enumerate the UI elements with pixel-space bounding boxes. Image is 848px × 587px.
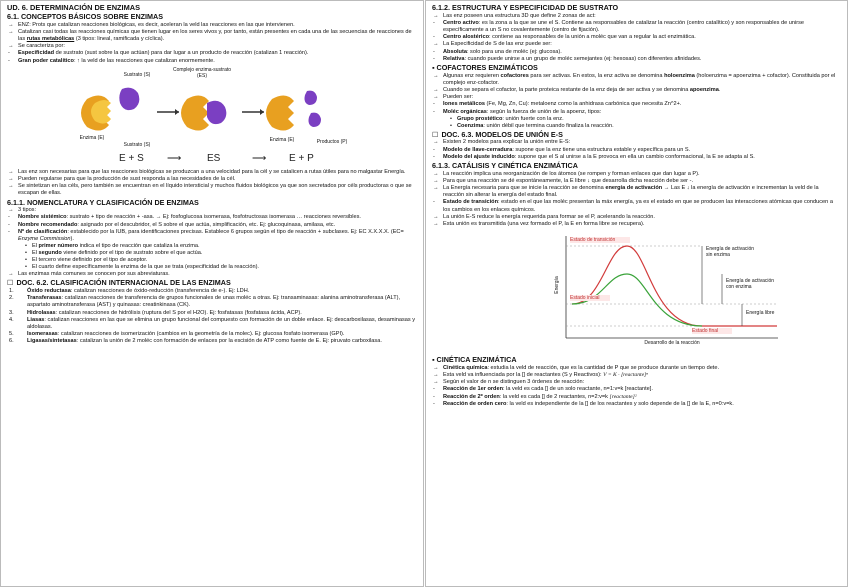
list-item: → Cinética química: estudia la veld de reacción, que es la cantidad de P que se produce durante un tiempo dete. <box>433 364 720 371</box>
list-item: - Nombre sistémico: sustrato + tipo de reacción + -asa. → Ej: fosfoglucosa isomerasa, fosfotructosas isomerasa … reacciones reversibles. <box>8 214 361 221</box>
list-item: 6. Ligasas/sintetasas: catalizan la unión de 2 moléc con formación de enlaces por la escisión de ATP como fuente de E. Ej: piruvato carboxilasa. <box>9 338 382 345</box>
list-item: - Estado de transición: estado en el que las moléc presentan la máx energía, ya es el estado en que se producen las interacciones atómicas que conducen a los cambios en los enlaces químicos. <box>433 199 833 213</box>
products-label: Productos (P) <box>316 138 348 145</box>
list-item: → Esta unión es transmitida (una vez formado el P, la E en forma libre se recupera). <box>433 221 645 228</box>
list-item: → Pueden regularse para que la producción de sust responda a las necesidades de la cél. <box>8 176 236 183</box>
complex-label: Complejo enzima-sustrato (ES) <box>172 66 232 79</box>
final-state-label: Estado final <box>692 328 732 334</box>
section-catalysis: 6.1.3. CATÁLISIS Y CINÉTICA ENZIMÁTICA <box>432 161 578 171</box>
list-item: 1. Óxido reductasa: catalizan reacciones de óxido-reducción (transferencia de e-). Ej: LDH. <box>9 288 250 295</box>
list-item: - Centro alostérico: contiene aa responsables de la unión a moléc que van a regular la act enzimática. <box>433 34 696 41</box>
list-item: → La Especificidad de S de las enz puede ser: <box>433 41 552 48</box>
arrow-head-icon <box>260 109 264 115</box>
section-international-classification: ☐ DOC. 6.2. CLASIFICACIÓN INTERNACIONAL DE LAS ENZIMAS <box>7 279 417 288</box>
enzyme-diagram-illustration <box>67 67 367 167</box>
list-item: - Iones metálicos (Fe, Mg, Zn, Cu): metaloenz como la anhidrasa carbónica que necesita Zn^2+. <box>433 101 682 108</box>
equation-es: ES <box>207 152 221 164</box>
list-item: - Modelo de llave-cerradura: supone que la enz tiene una estructura estable y específica para un S. <box>433 146 691 153</box>
list-item: - Reacción de 1er orden: la veld es cada [] de un solo reactante, n=1:v=k [reactante]. <box>433 386 653 393</box>
equation-arrow-2: ⟶ <box>252 152 267 164</box>
list-item: → Cuando se separa el cofactor, la parte proteica restante de la enz deja de ser activa y se denomina apoenzima. <box>433 87 721 94</box>
bullet-square-icon: ▪ <box>432 63 437 73</box>
list-item: • El primer número indica el tipo de reacción que cataliza la enzima. <box>25 243 417 250</box>
list-item: • Grupo prostético: unión fuerte con la enz. <box>450 116 841 123</box>
enzyme-shape <box>181 95 209 130</box>
x-axis-label: Desarrollo de la reacción <box>644 340 700 347</box>
right-column <box>425 0 848 587</box>
list-item: → Se caracteriza por: <box>8 43 65 50</box>
list-item: - Centro activo: es la zona a la que se une el S. Contiene aa responsables de catalizar la reacción (centro catalítico) y son responsables de unirse específicamente a un S no covalentemente (centro de fijación). <box>433 19 804 33</box>
enzyme-label: Enzima (E) <box>79 134 105 141</box>
list-item: → Algunas enz requieren cofactores para ser activas. En estos, la enz activa se denomina holoenzima (holoenzima = apoenzima + cofactor). Constituida por el complejo enz-cofactor. <box>433 72 836 86</box>
list-item: - Absoluta: solo para una de moléc (ej: glucosa). <box>433 48 562 55</box>
equation-arrow-1: ⟶ <box>167 152 182 164</box>
section-kinetics: ▪ CINÉTICA ENZIMÁTICA <box>432 355 517 365</box>
equation-e-plus-s: E + S <box>119 152 144 164</box>
arrow-head-icon <box>175 109 179 115</box>
list-item: - Reacción de 2º orden: la veld es cada [] de 2 reactantes, n=2:v=k [reactante]² <box>433 393 637 400</box>
substrate-shape <box>119 87 139 109</box>
list-item: → La Energía necesaria para que se inicie la reacción se denomina energía de activación → Las E ↓ la energía de activación e incrementan la veld de la reacción sin alterar la energía del estado final. <box>433 185 819 199</box>
list-item: • El tercero viene definido por el tipo de aceptor. <box>25 257 417 264</box>
initial-state-label: Estado inicial <box>570 295 610 301</box>
list-item: → Catalizan casi todas las reacciones químicas que tienen lugar en los seres vivos y, por tanto, están presentes en cada una de las secuencias de reacciones de las rutas metabólicas (3 tipos: lineal, ramificada y cíclica). <box>8 28 412 42</box>
list-item: 2. Transferasas: catalizan reacciones de transferencia de grupos funcionales de unas moléc a otras. Ej: transaminasas: alanina aminotransferasa (ALT), aspartato aminotransferasa (AST) y quinasas: creatinkinasa (CK). <box>9 295 401 309</box>
list-item: • El cuarto define específicamente la enzima de la que se trata (especificidad de la reacción). <box>25 264 417 271</box>
list-item: → Pueden ser: <box>433 94 474 101</box>
list-item: → Se sintetizan en las céls, pero también se encuentran en el líquido intersticial y muchos fluidos biológicos ya que son secretados por céls productoras o que se escapan de ellas. <box>8 183 412 197</box>
list-item: - Nº de clasificación: establecido por la IUB, para identificaciones precisas. Establece 6 grupos según el tipo de reacción + subclases. Ej: EC X.X.X.X. (EC= Enzyme Commission). <box>8 228 404 243</box>
list-item: 5. Isomerasas: catalizan reacciones de isomerización (cambios en la geometría de la molec). Ej: glucosa fosfato isomerasa (GPI). <box>9 331 345 338</box>
list-item: - Relativa: cuando puede unirse a un grupo de moléc semejantes (ej: hexosas) con diferentes afinidades. <box>433 55 702 62</box>
section-binding-models: ☐ DOC. 6.3. MODELOS DE UNIÓN E-S <box>432 131 841 140</box>
list-item: - Moléc orgánicas: según la fuerza de unión de la apoenz, tipos: <box>433 108 602 115</box>
product-shape <box>305 90 318 104</box>
list-item: → La unión E-S reduce la energía requerida para formar se el P, acelerando la reacción. <box>433 213 655 220</box>
list-item: → Para que una reacción se dé espontáneamente, la E libre ↓ que desarrolla dicha reacción debe ser -. <box>433 177 694 184</box>
list-item: → La reacción implica una reorganización de los átomos (se rompen y forman enlaces que dan lugar a P). <box>433 170 700 177</box>
list-item: → Esta veld va influenciada por la [] de reactantes (S y Reactivos): V = K · [reactante]ⁿ <box>433 372 648 379</box>
list-item: 4. Liasas: catalizan reacciones en las que se elimina un grupo funcional del compuesto con formación de un doble enlace. Ej: descarboxilasas, desaminasas y aldolasas. <box>9 316 416 331</box>
enzyme-label: Enzima (E) <box>269 136 295 143</box>
enzyme-shape <box>266 95 294 130</box>
section-nomenclature: 6.1.1. NOMENCLATURA Y CLASIFICACIÓN DE ENZIMAS <box>7 197 199 207</box>
product-shape <box>309 112 322 126</box>
list-item: 3. Hidrolasas: catalizan reacciones de hidrólisis (ruptura del S por el H2O). Ej: fosfatasas (fosfatasa ácida, ACP). <box>9 309 302 316</box>
list-item: → Según el valor de n se distinguen 3 órdenes de reacción: <box>433 379 585 386</box>
list-item: → Las enz son necesarias para que las reacciones biológicas se produzcan a una velocidad para la cél y se catalicen a rutas útiles para no malgastar Energía. <box>8 168 406 175</box>
rate-formula: V = K · [reactante]ⁿ <box>603 372 648 379</box>
list-item: → ENZ: Prots que catalizan reacciones biológicas, es decir, aceleran la veld las reacciones en las que intervienen. <box>8 21 295 28</box>
substrate-bound-shape <box>207 101 226 124</box>
substrate-label: Sustrato (S) <box>123 141 151 148</box>
transition-state-label: Estado de transición <box>570 237 630 243</box>
equation-e-plus-p: E + P <box>289 152 314 164</box>
list-item: → Las enzimas más comunes se conocen por sus abreviaturas. <box>8 271 170 278</box>
section-cofactors: ▪ COFACTORES ENZIMÁTICOS <box>432 63 538 73</box>
doc-title: UD. 6. DETERMINACIÓN DE ENZIMAS <box>7 3 141 12</box>
section-structure: 6.1.2. ESTRUCTURA Y ESPECIFICIDAD DE SUSTRATO <box>432 3 619 12</box>
y-axis-label: Energía <box>553 276 560 295</box>
list-item: - Reacción de orden cero: la veld es independiente de la [] de los reactantes y solo depende de la [] de la E, n=0:v=k. <box>433 400 734 407</box>
substrate-label: Sustrato (S) <box>123 71 151 78</box>
section-basic-concepts: 6.1. CONCEPTOS BÁSICOS SOBRE ENZIMAS <box>7 12 164 21</box>
list-item: • Coenzima: unión débil que termina cuando finaliza la reacción. <box>450 123 841 130</box>
list-item: - Especificidad de sustrato (sust sobre la que actúan) para dar lugar a un producto de reacción (catalizan 1 reacción). <box>8 50 309 57</box>
enzyme-substrate-diagram <box>67 67 367 167</box>
activation-energy-diagram <box>552 232 782 352</box>
list-item: → 3 tipos: <box>8 207 37 214</box>
ea-without-enzyme-label: Energía de activación sin enzima <box>706 246 755 259</box>
ea-with-enzyme-label: Energía de activación con enzima <box>726 278 775 291</box>
list-item: → Las enz poseen una estructura 3D que define 2 zonas de act: <box>433 12 596 19</box>
list-item: - Gran poder catalítico: ↑ la veld de las reacciones que catalizan enormemente. <box>8 57 215 64</box>
list-item: - Modelo del ajuste inducido: supone que el S al unirse a la E provoca en ella un cambio conformacional, la E se adapta al S. <box>433 153 755 160</box>
list-item: → Existen 2 modelos para explicar la unión entre E-S: <box>433 139 571 146</box>
free-energy-label: Energía libre <box>746 310 775 317</box>
list-item: - Nombre recomendado: asignado por el descubridor, el S sobre el que actúa, simplificación, etc. Ej: glucoquinasa, amilasa, etc. <box>8 221 336 228</box>
bullet-square-icon: ▪ <box>432 355 437 365</box>
list-item: • El segundo viene definido por el tipo de sustrato sobre el que actúa. <box>25 250 417 257</box>
